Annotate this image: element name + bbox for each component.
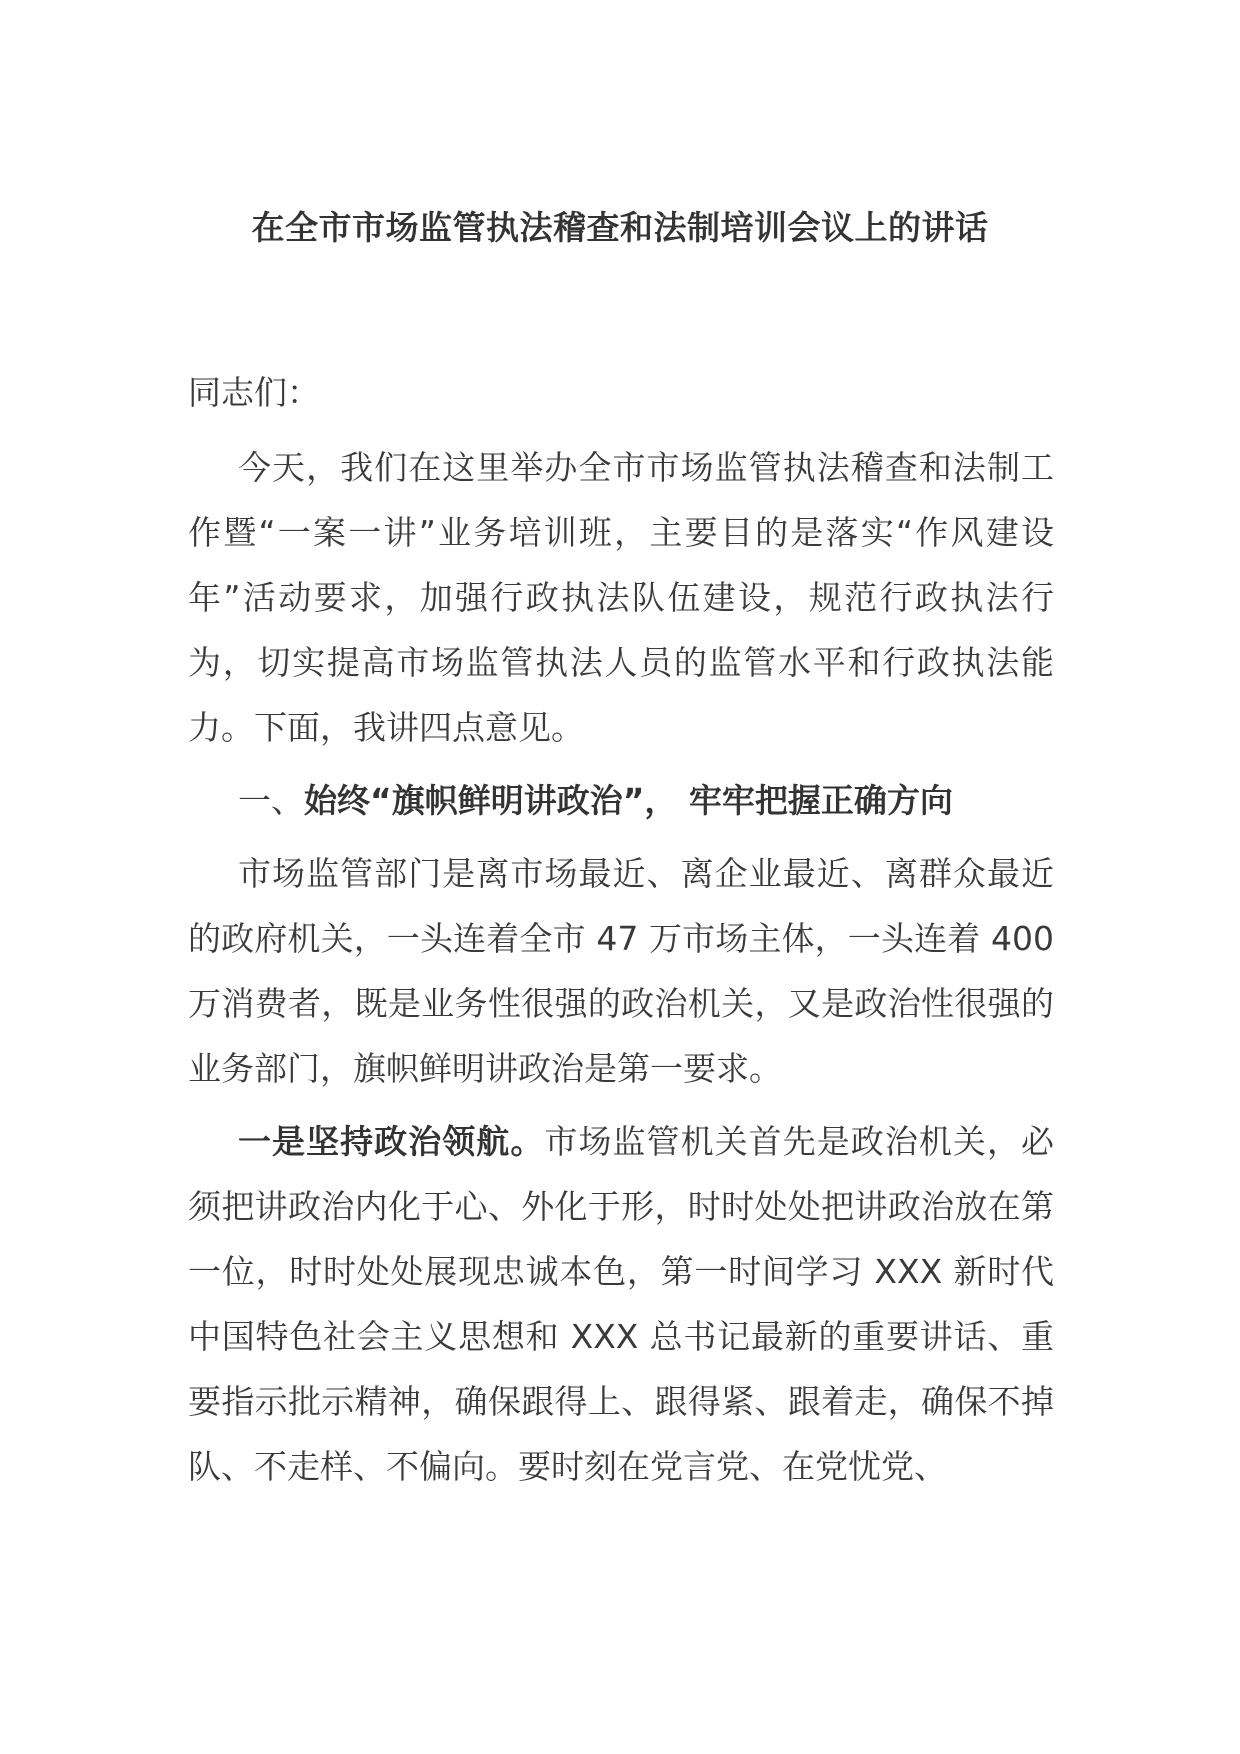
- document-body: [188, 360, 1054, 1507]
- section-number: 一、: [238, 781, 304, 820]
- paragraph-intro: 今天，我们在这里举办全市市场监管执法稽查和法制工作暨“一案一讲”业务培训班，主要目的是落实“作风建设年”活动要求，加强行政执法队伍建设，规范行政执法行为，切实提高市场监管执法人员的监管水平和行政执法能力。下面，我讲四点意见。: [188, 448, 1054, 747]
- section-heading-1: [188, 768, 1054, 833]
- paragraph-lead: 一是坚持政治领航。: [238, 1122, 545, 1161]
- paragraph-body: 市场监管机关首先是政治机关，必须把讲政治内化于心、外化于形，时时处处把讲政治放在第一位，时时处处展现忠诚本色，第一时间学习 XXX 新时代中国特色社会主义思想和 XXX 总书记最新的重要讲话、重要指示批示精神，确保跟得上、跟得紧、跟着走，确保不掉队、不走样、不偏向。要时刻在党言党、在党忧党、: [188, 1122, 1055, 1486]
- document-title: 在全市市场监管执法稽查和法制培训会议上的讲话: [251, 208, 989, 247]
- section-heading-text: 始终“旗帜鲜明讲政治”， 牢牢把握正确方向: [304, 781, 953, 820]
- paragraph-political-leadership: [188, 1109, 1054, 1499]
- paragraph-market-supervision: 市场监管部门是离市场最近、离企业最近、离群众最近的政府机关，一头连着全市 47 万市场主体，一头连着 400 万消费者，既是业务性很强的政治机关，又是政治性很强的业务部门，旗帜鲜明讲政治是第一要求。: [188, 854, 1054, 1088]
- salutation: 同志们：: [188, 373, 320, 412]
